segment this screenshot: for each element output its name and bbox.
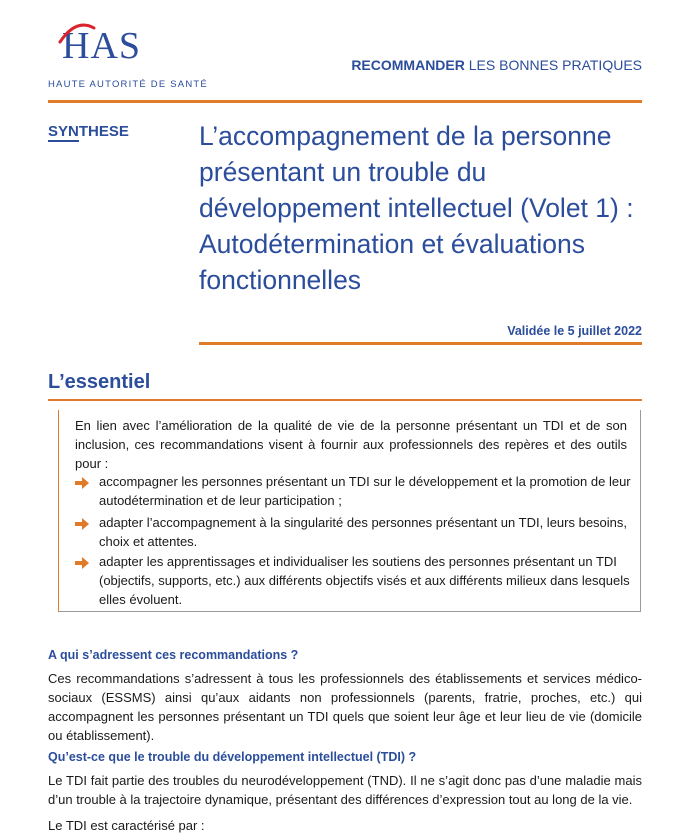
essentiel-bullet-text: accompagner les personnes présentant un TDI sur le développement et la promotion de leur autodétermination et de leur participation ; [99, 474, 631, 508]
arrow-right-icon [75, 552, 99, 609]
essentiel-bullet [75, 513, 631, 551]
arrow-right-icon [75, 513, 99, 551]
section-paragraph-tdi: Le TDI fait partie des troubles du neurodéveloppement (TND). Il ne s’agit donc pas d’une maladie mais d’un trouble à la trajectoire dynamique, présentant des différences d’expression tout au long de la vie. [48, 773, 642, 807]
essentiel-bullet-text: adapter les apprentissages et individualiser les soutiens des personnes présentant un TDI (objectifs, supports, etc.) aux différents objectifs visés et aux différents milieux dans lesquels elles évoluent. [99, 554, 630, 607]
header-tag-bold: RECOMMANDER [351, 57, 465, 73]
essentiel-bullet-text: adapter l’accompagnement à la singularité des personnes présentant un TDI, leurs besoins, choix et attentes. [99, 515, 628, 549]
essentiel-divider [48, 399, 642, 401]
logo-text: HAS [62, 25, 142, 67]
document-type-label [48, 123, 129, 140]
logo-subtitle: HAUTE AUTORITÉ DE SANTÉ [48, 79, 208, 90]
arrow-right-icon [75, 472, 99, 510]
header-tagline [351, 57, 642, 73]
document-type-underlined: SYN [48, 123, 79, 140]
validation-date: Validée le 5 juillet 2022 [507, 324, 642, 338]
essentiel-heading: L’essentiel [48, 371, 151, 393]
section-heading-audience: A qui s’adressent ces recommandations ? [48, 648, 299, 662]
section-heading-tdi: Qu’est-ce que le trouble du développement intellectuel (TDI) ? [48, 750, 417, 764]
document-type-rest: THESE [78, 123, 129, 140]
essentiel-bullet [75, 472, 631, 510]
essentiel-box [58, 410, 641, 612]
logo-swoosh-icon [56, 22, 96, 46]
document-title: L’accompagnement de la personne présentant un trouble du développement intellectuel (Volet 1) : Autodétermination et évaluations fonctionnelles [199, 121, 634, 295]
section-paragraph-tdi-characterized: Le TDI est caractérisé par : [48, 818, 205, 833]
section-paragraph-audience: Ces recommandations s’adressent à tous les professionnels des établissements et services médico-sociaux (ESSMS) ainsi qu’aux aidants non professionnels (parents, fratrie, proches, etc.) qui accompagnent les personnes présentant un TDI quels que soient leur âge et leur lieu de vie (domicile ou établissement). [48, 671, 642, 743]
essentiel-bullet [75, 552, 631, 609]
header-tag-rest: LES BONNES PRATIQUES [464, 57, 642, 73]
header-divider [48, 100, 642, 103]
date-divider [199, 342, 642, 345]
has-logo [62, 26, 192, 66]
essentiel-intro: En lien avec l’amélioration de la qualité de vie de la personne présentant un TDI et de son inclusion, ces recommandations visent à fournir aux professionnels des repères et des outils pour : [75, 418, 627, 471]
